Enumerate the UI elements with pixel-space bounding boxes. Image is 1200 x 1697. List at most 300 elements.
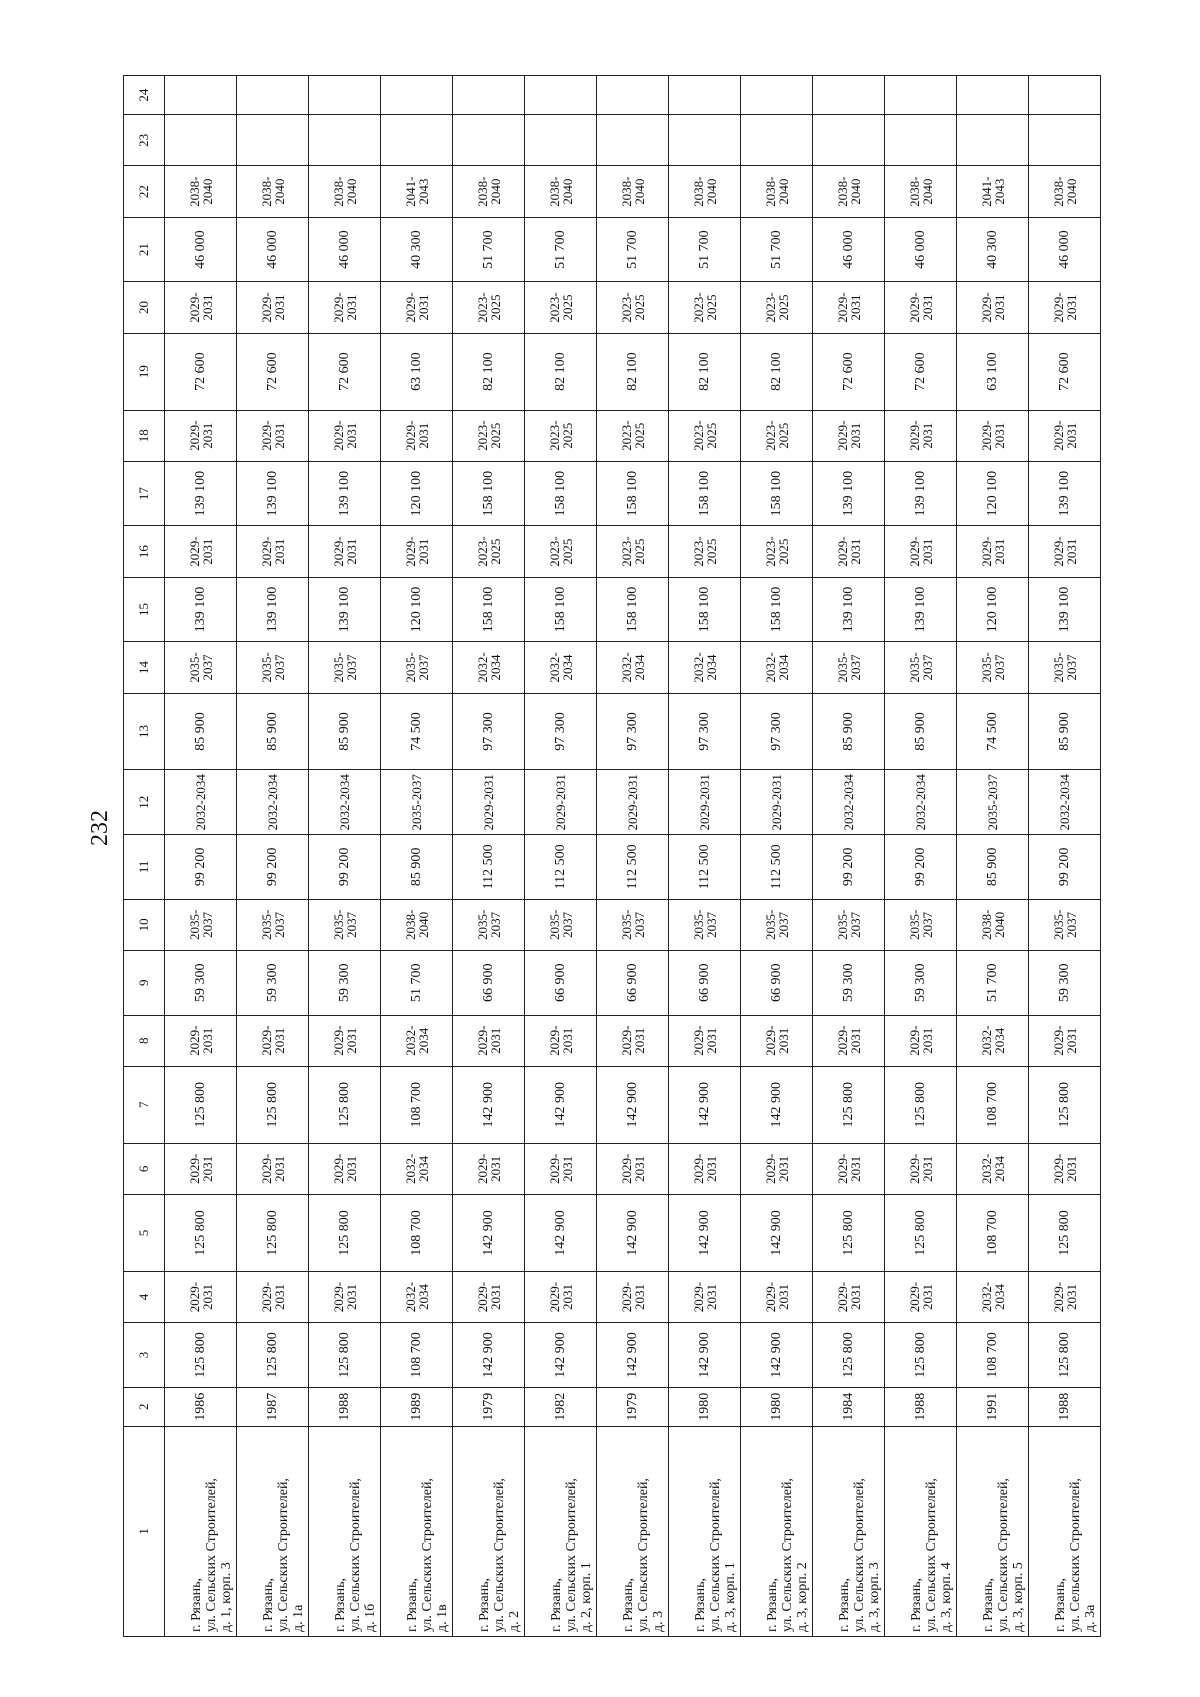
table-cell: 2038-2040 <box>813 166 885 217</box>
table-cell: 46 000 <box>237 217 309 282</box>
table-cell: 139 100 <box>165 577 237 642</box>
table-cell: 63 100 <box>957 333 1029 410</box>
table-cell: 2029-2031 <box>669 1015 741 1066</box>
address-cell <box>741 1426 813 1636</box>
table-cell: 139 100 <box>885 577 957 642</box>
table-cell: 125 800 <box>885 1066 957 1143</box>
table-cell: 2029-2031 <box>237 526 309 577</box>
table-cell: 97 300 <box>741 693 813 770</box>
table-cell: 2035-2037 <box>525 899 597 950</box>
table-cell: 2032-2034 <box>597 642 669 693</box>
table-cell: 66 900 <box>741 950 813 1015</box>
table-cell: 1988 <box>309 1387 381 1426</box>
table-cell: 2032-2034 <box>669 642 741 693</box>
table-cell: 2029-2031 <box>309 410 381 461</box>
table-cell <box>453 115 525 166</box>
table-cell: 142 900 <box>741 1195 813 1272</box>
table-cell: 99 200 <box>237 835 309 900</box>
table-cell: 85 900 <box>381 835 453 900</box>
address-line: г. Рязань, <box>333 1578 348 1632</box>
table-cell: 2035-2037 <box>1029 899 1101 950</box>
table-cell: 2029-2031 <box>597 770 669 835</box>
table-cell: 139 100 <box>885 461 957 526</box>
table-cell: 142 900 <box>525 1323 597 1388</box>
table-cell: 59 300 <box>165 950 237 1015</box>
table-cell: 2032-2034 <box>309 770 381 835</box>
table-cell: 2038-2040 <box>957 899 1029 950</box>
table-cell: 142 900 <box>597 1066 669 1143</box>
column-number: 6 <box>124 1143 165 1194</box>
table-cell: 82 100 <box>453 333 525 410</box>
table-cell: 142 900 <box>741 1066 813 1143</box>
table-cell: 85 900 <box>309 693 381 770</box>
table-cell: 2035-2037 <box>1029 642 1101 693</box>
table-cell: 125 800 <box>165 1066 237 1143</box>
table-cell: 46 000 <box>309 217 381 282</box>
table-cell: 74 500 <box>381 693 453 770</box>
table-cell: 142 900 <box>669 1323 741 1388</box>
table-cell: 46 000 <box>1029 217 1101 282</box>
table-row <box>525 76 597 1637</box>
table-cell: 125 800 <box>885 1323 957 1388</box>
table-cell: 108 700 <box>381 1195 453 1272</box>
table-cell: 2023-2025 <box>453 410 525 461</box>
table-cell: 2029-2031 <box>813 1143 885 1194</box>
table-cell: 2023-2025 <box>525 282 597 333</box>
table-cell: 51 700 <box>597 217 669 282</box>
column-number: 18 <box>124 410 165 461</box>
table-cell: 139 100 <box>813 577 885 642</box>
address-line: г. Рязань, <box>909 1578 924 1632</box>
table-cell: 2038-2040 <box>1029 166 1101 217</box>
table-cell: 2029-2031 <box>957 282 1029 333</box>
address-line: д. 1в <box>435 1604 450 1632</box>
table-cell: 2038-2040 <box>237 166 309 217</box>
table-cell <box>813 115 885 166</box>
table-cell: 2029-2031 <box>237 1271 309 1322</box>
table-cell: 66 900 <box>669 950 741 1015</box>
table-cell <box>741 76 813 115</box>
address-line: д. 3, корп. 5 <box>1011 1562 1026 1632</box>
table-cell: 59 300 <box>1029 950 1101 1015</box>
table-cell <box>309 76 381 115</box>
table-row <box>741 76 813 1637</box>
table-cell: 2029-2031 <box>309 282 381 333</box>
column-number: 14 <box>124 642 165 693</box>
table-cell: 1980 <box>669 1387 741 1426</box>
table-cell: 112 500 <box>453 835 525 900</box>
column-number: 10 <box>124 899 165 950</box>
table-cell: 2023-2025 <box>669 410 741 461</box>
table-cell: 2038-2040 <box>381 899 453 950</box>
table-cell: 99 200 <box>309 835 381 900</box>
column-number: 19 <box>124 333 165 410</box>
table-row <box>957 76 1029 1637</box>
table-cell: 2029-2031 <box>741 770 813 835</box>
table-cell: 2035-2037 <box>669 899 741 950</box>
table-cell: 2035-2037 <box>381 770 453 835</box>
table-cell: 2029-2031 <box>309 1015 381 1066</box>
column-number: 23 <box>124 115 165 166</box>
table-cell: 139 100 <box>165 461 237 526</box>
table-cell: 2029-2031 <box>669 1143 741 1194</box>
table-cell: 2035-2037 <box>309 642 381 693</box>
table-cell: 158 100 <box>525 577 597 642</box>
column-number: 17 <box>124 461 165 526</box>
table-cell: 125 800 <box>237 1066 309 1143</box>
column-number: 11 <box>124 835 165 900</box>
table-cell: 74 500 <box>957 693 1029 770</box>
address-cell <box>525 1426 597 1636</box>
table-cell: 2029-2031 <box>813 410 885 461</box>
table-cell: 2035-2037 <box>741 899 813 950</box>
table-cell: 125 800 <box>813 1323 885 1388</box>
address-line: ул. Сельских Строителей, <box>420 1478 435 1632</box>
table-cell: 2029-2031 <box>237 1015 309 1066</box>
table-cell: 2029-2031 <box>381 282 453 333</box>
table-cell: 2029-2031 <box>1029 1271 1101 1322</box>
table-cell: 2029-2031 <box>453 1143 525 1194</box>
table-cell: 72 600 <box>165 333 237 410</box>
table-cell: 40 300 <box>381 217 453 282</box>
table-cell: 142 900 <box>741 1323 813 1388</box>
table-cell: 2029-2031 <box>237 410 309 461</box>
table-cell: 2029-2031 <box>165 1143 237 1194</box>
table-cell: 63 100 <box>381 333 453 410</box>
table-cell: 125 800 <box>237 1323 309 1388</box>
address-cell <box>309 1426 381 1636</box>
table-cell: 2032-2034 <box>453 642 525 693</box>
table-cell: 46 000 <box>885 217 957 282</box>
table-cell: 2029-2031 <box>237 1143 309 1194</box>
table-cell: 46 000 <box>165 217 237 282</box>
table-cell <box>1029 115 1101 166</box>
table-cell: 2029-2031 <box>1029 1015 1101 1066</box>
column-number: 7 <box>124 1066 165 1143</box>
table-cell: 2029-2031 <box>525 1271 597 1322</box>
table-cell: 2041-2043 <box>957 166 1029 217</box>
address-line: ул. Сельских Строителей, <box>780 1478 795 1632</box>
table-cell: 1980 <box>741 1387 813 1426</box>
table-cell: 59 300 <box>309 950 381 1015</box>
table-cell: 2029-2031 <box>813 1271 885 1322</box>
table-cell: 2029-2031 <box>165 1015 237 1066</box>
table-cell: 1982 <box>525 1387 597 1426</box>
table-cell: 142 900 <box>453 1195 525 1272</box>
table-cell: 85 900 <box>165 693 237 770</box>
table-row <box>885 76 957 1637</box>
table-cell: 2029-2031 <box>453 770 525 835</box>
table-cell: 2023-2025 <box>669 282 741 333</box>
table-cell <box>381 115 453 166</box>
table-cell: 2032-2034 <box>957 1143 1029 1194</box>
address-cell <box>237 1426 309 1636</box>
table-cell: 108 700 <box>381 1323 453 1388</box>
address-line: ул. Сельских Строителей, <box>924 1478 939 1632</box>
table-cell: 125 800 <box>1029 1195 1101 1272</box>
table-cell: 2029-2031 <box>885 1143 957 1194</box>
table-cell: 2035-2037 <box>453 899 525 950</box>
table-cell: 2029-2031 <box>813 526 885 577</box>
address-line: д. 3, корп. 1 <box>723 1562 738 1632</box>
column-number: 16 <box>124 526 165 577</box>
table-cell: 85 900 <box>813 693 885 770</box>
table-cell: 2029-2031 <box>453 1271 525 1322</box>
address-line: ул. Сельских Строителей, <box>708 1478 723 1632</box>
table-cell: 2029-2031 <box>309 1271 381 1322</box>
table-cell: 2029-2031 <box>165 526 237 577</box>
table-cell: 2029-2031 <box>525 1143 597 1194</box>
table-cell: 2029-2031 <box>237 282 309 333</box>
table-cell: 2029-2031 <box>957 410 1029 461</box>
table-cell: 72 600 <box>237 333 309 410</box>
address-line: г. Рязань, <box>189 1578 204 1632</box>
table-cell: 82 100 <box>597 333 669 410</box>
table-cell: 97 300 <box>525 693 597 770</box>
table-cell: 51 700 <box>741 217 813 282</box>
table-row <box>597 76 669 1637</box>
table-cell: 85 900 <box>1029 693 1101 770</box>
address-line: д. 3, корп. 2 <box>795 1562 810 1632</box>
table-cell: 120 100 <box>381 461 453 526</box>
table-cell: 2029-2031 <box>741 1015 813 1066</box>
table-cell: 2023-2025 <box>597 282 669 333</box>
table-cell <box>525 76 597 115</box>
table-cell: 85 900 <box>237 693 309 770</box>
table-cell: 108 700 <box>381 1066 453 1143</box>
table-cell: 125 800 <box>309 1066 381 1143</box>
table-cell: 142 900 <box>597 1323 669 1388</box>
table-cell: 51 700 <box>525 217 597 282</box>
table-cell: 2035-2037 <box>813 642 885 693</box>
table-cell: 2035-2037 <box>237 899 309 950</box>
table-cell: 112 500 <box>525 835 597 900</box>
address-line: д. 2, корп. 1 <box>579 1562 594 1632</box>
address-cell <box>813 1426 885 1636</box>
table-cell: 125 800 <box>813 1066 885 1143</box>
table-cell: 2035-2037 <box>165 642 237 693</box>
table-cell: 2029-2031 <box>597 1143 669 1194</box>
table-cell: 1979 <box>453 1387 525 1426</box>
table-cell: 2035-2037 <box>597 899 669 950</box>
table-cell: 139 100 <box>1029 577 1101 642</box>
address-line: г. Рязань, <box>981 1578 996 1632</box>
table-cell: 59 300 <box>813 950 885 1015</box>
address-cell <box>885 1426 957 1636</box>
address-line: ул. Сельских Строителей, <box>276 1478 291 1632</box>
table-cell: 51 700 <box>381 950 453 1015</box>
table-cell: 125 800 <box>1029 1323 1101 1388</box>
table-cell: 125 800 <box>309 1195 381 1272</box>
table-cell: 1986 <box>165 1387 237 1426</box>
table-cell: 108 700 <box>957 1066 1029 1143</box>
table-cell: 2023-2025 <box>525 526 597 577</box>
address-line: г. Рязань, <box>693 1578 708 1632</box>
column-number: 15 <box>124 577 165 642</box>
column-number: 24 <box>124 76 165 115</box>
table-cell: 2038-2040 <box>885 166 957 217</box>
table-row <box>309 76 381 1637</box>
address-line: г. Рязань, <box>1053 1578 1068 1632</box>
table-cell: 66 900 <box>597 950 669 1015</box>
table-viewport <box>123 75 1098 1637</box>
table-cell: 2029-2031 <box>453 1015 525 1066</box>
table-cell: 2032-2034 <box>381 1143 453 1194</box>
column-number: 21 <box>124 217 165 282</box>
column-number: 8 <box>124 1015 165 1066</box>
column-number: 5 <box>124 1195 165 1272</box>
table-cell: 1979 <box>597 1387 669 1426</box>
table-cell: 142 900 <box>597 1195 669 1272</box>
table-cell: 2038-2040 <box>741 166 813 217</box>
table-cell: 2029-2031 <box>381 410 453 461</box>
table-cell: 72 600 <box>1029 333 1101 410</box>
table-cell: 2032-2034 <box>813 770 885 835</box>
table-cell: 2038-2040 <box>669 166 741 217</box>
table-cell: 1984 <box>813 1387 885 1426</box>
table-cell: 66 900 <box>453 950 525 1015</box>
address-line: д. 1б <box>363 1603 378 1632</box>
table-cell: 2023-2025 <box>453 282 525 333</box>
table-cell: 125 800 <box>165 1195 237 1272</box>
table-cell <box>885 115 957 166</box>
table-cell: 82 100 <box>525 333 597 410</box>
address-cell <box>453 1426 525 1636</box>
address-line: ул. Сельских Строителей, <box>564 1478 579 1632</box>
table-cell: 2029-2031 <box>885 526 957 577</box>
table-cell: 139 100 <box>237 577 309 642</box>
table-cell: 97 300 <box>453 693 525 770</box>
address-line: г. Рязань, <box>837 1578 852 1632</box>
table-cell: 82 100 <box>669 333 741 410</box>
address-cell <box>669 1426 741 1636</box>
table-cell: 2038-2040 <box>165 166 237 217</box>
table-row <box>669 76 741 1637</box>
table-cell: 158 100 <box>741 461 813 526</box>
address-line: ул. Сельских Строителей, <box>348 1478 363 1632</box>
address-line: д. 3, корп. 4 <box>939 1562 954 1632</box>
table-cell: 2029-2031 <box>165 282 237 333</box>
table-cell: 108 700 <box>957 1195 1029 1272</box>
table-cell: 72 600 <box>813 333 885 410</box>
table-cell: 158 100 <box>597 461 669 526</box>
table-cell: 139 100 <box>237 461 309 526</box>
table-row <box>453 76 525 1637</box>
table-cell: 125 800 <box>813 1195 885 1272</box>
column-number: 3 <box>124 1323 165 1388</box>
table-cell: 2029-2031 <box>309 1143 381 1194</box>
table-cell: 99 200 <box>813 835 885 900</box>
table-cell: 158 100 <box>669 577 741 642</box>
table-cell: 125 800 <box>309 1323 381 1388</box>
table-cell: 2038-2040 <box>525 166 597 217</box>
address-line: г. Рязань, <box>405 1578 420 1632</box>
table-cell: 99 200 <box>885 835 957 900</box>
table-cell: 2029-2031 <box>885 1271 957 1322</box>
address-line: д. 3 <box>651 1610 666 1632</box>
table-cell: 2023-2025 <box>597 526 669 577</box>
table-cell: 158 100 <box>453 461 525 526</box>
table-cell: 2035-2037 <box>381 642 453 693</box>
table-row <box>165 76 237 1637</box>
table-cell <box>165 76 237 115</box>
table-cell <box>813 76 885 115</box>
table-cell <box>525 115 597 166</box>
address-line: д. 3а <box>1083 1604 1098 1632</box>
address-cell <box>381 1426 453 1636</box>
address-line: д. 1, корп. 3 <box>219 1562 234 1632</box>
table-cell: 158 100 <box>741 577 813 642</box>
column-number: 22 <box>124 166 165 217</box>
table-cell: 1987 <box>237 1387 309 1426</box>
table-cell <box>597 115 669 166</box>
table-cell: 2029-2031 <box>885 410 957 461</box>
table-cell: 1989 <box>381 1387 453 1426</box>
table-cell: 2029-2031 <box>165 1271 237 1322</box>
table-cell: 125 800 <box>885 1195 957 1272</box>
column-number: 1 <box>124 1426 165 1636</box>
address-line: г. Рязань, <box>549 1578 564 1632</box>
table-cell <box>597 76 669 115</box>
table-row <box>1029 76 1101 1637</box>
table-cell: 2035-2037 <box>957 770 1029 835</box>
table-cell <box>669 115 741 166</box>
address-line: г. Рязань, <box>261 1578 276 1632</box>
address-line: ул. Сельских Строителей, <box>492 1478 507 1632</box>
address-line: д. 1а <box>291 1604 306 1632</box>
table-cell <box>165 115 237 166</box>
table-row <box>237 76 309 1637</box>
table-cell: 142 900 <box>669 1195 741 1272</box>
table-cell: 2029-2031 <box>957 526 1029 577</box>
table-cell: 2029-2031 <box>309 526 381 577</box>
table-cell: 2029-2031 <box>1029 1143 1101 1194</box>
table-cell: 2029-2031 <box>813 282 885 333</box>
table-cell: 125 800 <box>165 1323 237 1388</box>
table-cell: 2032-2034 <box>381 1271 453 1322</box>
table-cell <box>1029 76 1101 115</box>
table-cell <box>741 115 813 166</box>
table-cell: 112 500 <box>741 835 813 900</box>
table-cell: 2029-2031 <box>1029 526 1101 577</box>
table-cell: 2029-2031 <box>381 526 453 577</box>
address-cell <box>165 1426 237 1636</box>
table-cell: 2041-2043 <box>381 166 453 217</box>
table-cell: 112 500 <box>597 835 669 900</box>
table-cell: 2038-2040 <box>453 166 525 217</box>
column-number: 13 <box>124 693 165 770</box>
column-number: 9 <box>124 950 165 1015</box>
table-cell: 2029-2031 <box>741 1271 813 1322</box>
table-cell: 59 300 <box>237 950 309 1015</box>
address-cell <box>597 1426 669 1636</box>
table-cell: 2035-2037 <box>885 642 957 693</box>
table-cell: 2029-2031 <box>1029 410 1101 461</box>
table-cell: 2035-2037 <box>885 899 957 950</box>
table-cell: 2023-2025 <box>741 282 813 333</box>
header-row <box>124 76 165 1637</box>
table-cell <box>381 76 453 115</box>
table-cell: 2029-2031 <box>885 1015 957 1066</box>
table-cell: 2023-2025 <box>741 410 813 461</box>
table-cell: 1988 <box>885 1387 957 1426</box>
table-cell: 2023-2025 <box>597 410 669 461</box>
table-cell: 2029-2031 <box>165 410 237 461</box>
table-cell: 2032-2034 <box>525 642 597 693</box>
column-number: 2 <box>124 1387 165 1426</box>
table-cell: 2023-2025 <box>453 526 525 577</box>
table-cell: 97 300 <box>597 693 669 770</box>
